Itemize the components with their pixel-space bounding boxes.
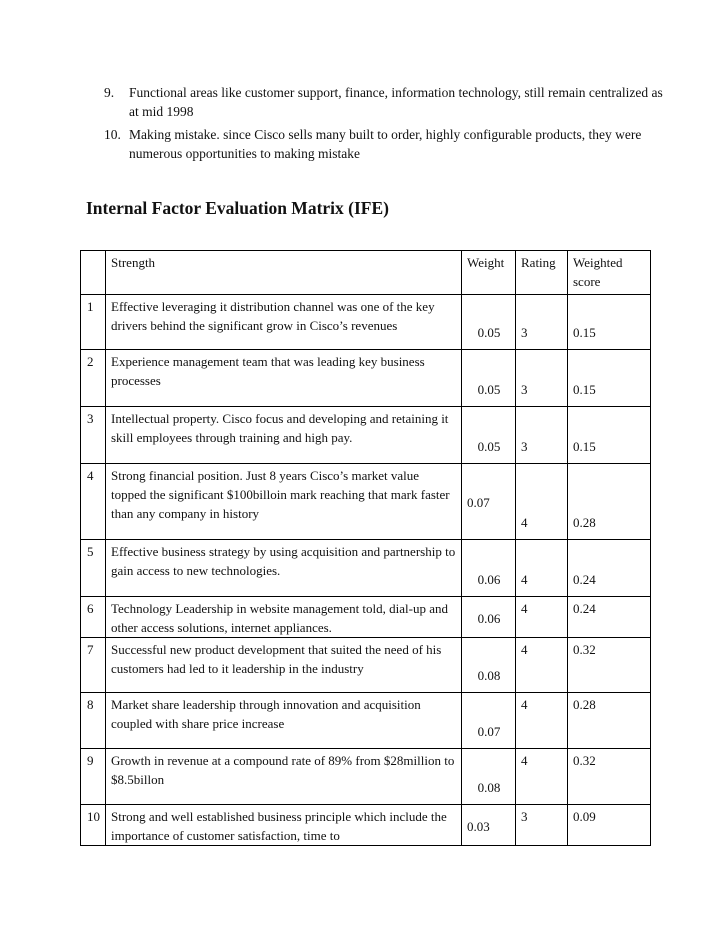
row-index: 10: [81, 805, 106, 846]
table-row: [81, 638, 651, 693]
row-score: 0.15: [568, 407, 651, 464]
row-strength: Growth in revenue at a compound rate of 89% from $28million to $8.5billon: [106, 749, 462, 805]
table-row: [81, 407, 651, 464]
row-index: 1: [81, 295, 106, 350]
ife-matrix-table: [80, 250, 651, 846]
row-strength: Effective leveraging it distribution channel was one of the key drivers behind the significant grow in Cisco’s revenues: [106, 295, 462, 350]
row-score: 0.24: [568, 540, 651, 597]
row-index: 8: [81, 693, 106, 749]
header-weight: Weight: [462, 251, 516, 295]
row-rating: 3: [516, 805, 568, 846]
row-index: 7: [81, 638, 106, 693]
row-rating: 4: [516, 638, 568, 693]
row-strength: Successful new product development that suited the need of his customers had led to it leadership in the industry: [106, 638, 462, 693]
row-strength: Market share leadership through innovation and acquisition coupled with share price increase: [106, 693, 462, 749]
row-index: 9: [81, 749, 106, 805]
row-weight: 0.05: [462, 350, 516, 407]
list-item: [104, 83, 664, 121]
row-index: 6: [81, 597, 106, 638]
row-rating: 4: [516, 464, 568, 540]
row-weight: 0.07: [462, 464, 516, 540]
row-index: 4: [81, 464, 106, 540]
table-row: [81, 350, 651, 407]
table-row: [81, 597, 651, 638]
header-weighted-score: Weighted score: [568, 251, 651, 295]
list-item: [104, 125, 664, 163]
row-rating: 4: [516, 749, 568, 805]
row-rating: 3: [516, 350, 568, 407]
row-rating: 4: [516, 540, 568, 597]
row-score: 0.32: [568, 749, 651, 805]
header-strength: Strength: [106, 251, 462, 295]
row-score: 0.15: [568, 350, 651, 407]
table-row: [81, 805, 651, 846]
row-strength: Technology Leadership in website management told, dial-up and other access solutions, internet appliances.: [106, 597, 462, 638]
table-row: [81, 749, 651, 805]
row-strength: Intellectual property. Cisco focus and developing and retaining it skill employees through training and high pay.: [106, 407, 462, 464]
row-weight: 0.06: [462, 597, 516, 638]
row-score: 0.09: [568, 805, 651, 846]
row-strength: Effective business strategy by using acquisition and partnership to gain access to new technologies.: [106, 540, 462, 597]
row-rating: 4: [516, 597, 568, 638]
numbered-list: [104, 83, 664, 163]
header-index: [81, 251, 106, 295]
table-row: [81, 295, 651, 350]
row-score: 0.15: [568, 295, 651, 350]
row-rating: 3: [516, 407, 568, 464]
row-index: 2: [81, 350, 106, 407]
table-row: [81, 464, 651, 540]
list-item-text: Making mistake. since Cisco sells many built to order, highly configurable products, they were numerous opportunities to making mistake: [129, 127, 642, 161]
list-item-text: Functional areas like customer support, finance, information technology, still remain centralized as at mid 1998: [129, 85, 663, 119]
row-weight: 0.08: [462, 749, 516, 805]
row-weight: 0.03: [462, 805, 516, 846]
row-strength: Experience management team that was leading key business processes: [106, 350, 462, 407]
row-rating: 3: [516, 295, 568, 350]
row-score: 0.28: [568, 464, 651, 540]
row-index: 5: [81, 540, 106, 597]
row-weight: 0.07: [462, 693, 516, 749]
row-score: 0.28: [568, 693, 651, 749]
section-heading: Internal Factor Evaluation Matrix (IFE): [86, 198, 389, 218]
row-score: 0.32: [568, 638, 651, 693]
table-row: [81, 693, 651, 749]
row-index: 3: [81, 407, 106, 464]
row-weight: 0.05: [462, 295, 516, 350]
row-strength: Strong and well established business principle which include the importance of customer satisfaction, time to: [106, 805, 462, 846]
row-score: 0.24: [568, 597, 651, 638]
header-rating: Rating: [516, 251, 568, 295]
table-header-row: [81, 251, 651, 295]
row-weight: 0.08: [462, 638, 516, 693]
row-weight: 0.05: [462, 407, 516, 464]
table-row: [81, 540, 651, 597]
list-item-number: 9.: [104, 85, 115, 100]
row-strength: Strong financial position. Just 8 years Cisco’s market value topped the significant $100billoin mark reaching that mark faster than any company in history: [106, 464, 462, 540]
row-weight: 0.06: [462, 540, 516, 597]
list-item-number: 10.: [104, 127, 121, 142]
row-rating: 4: [516, 693, 568, 749]
